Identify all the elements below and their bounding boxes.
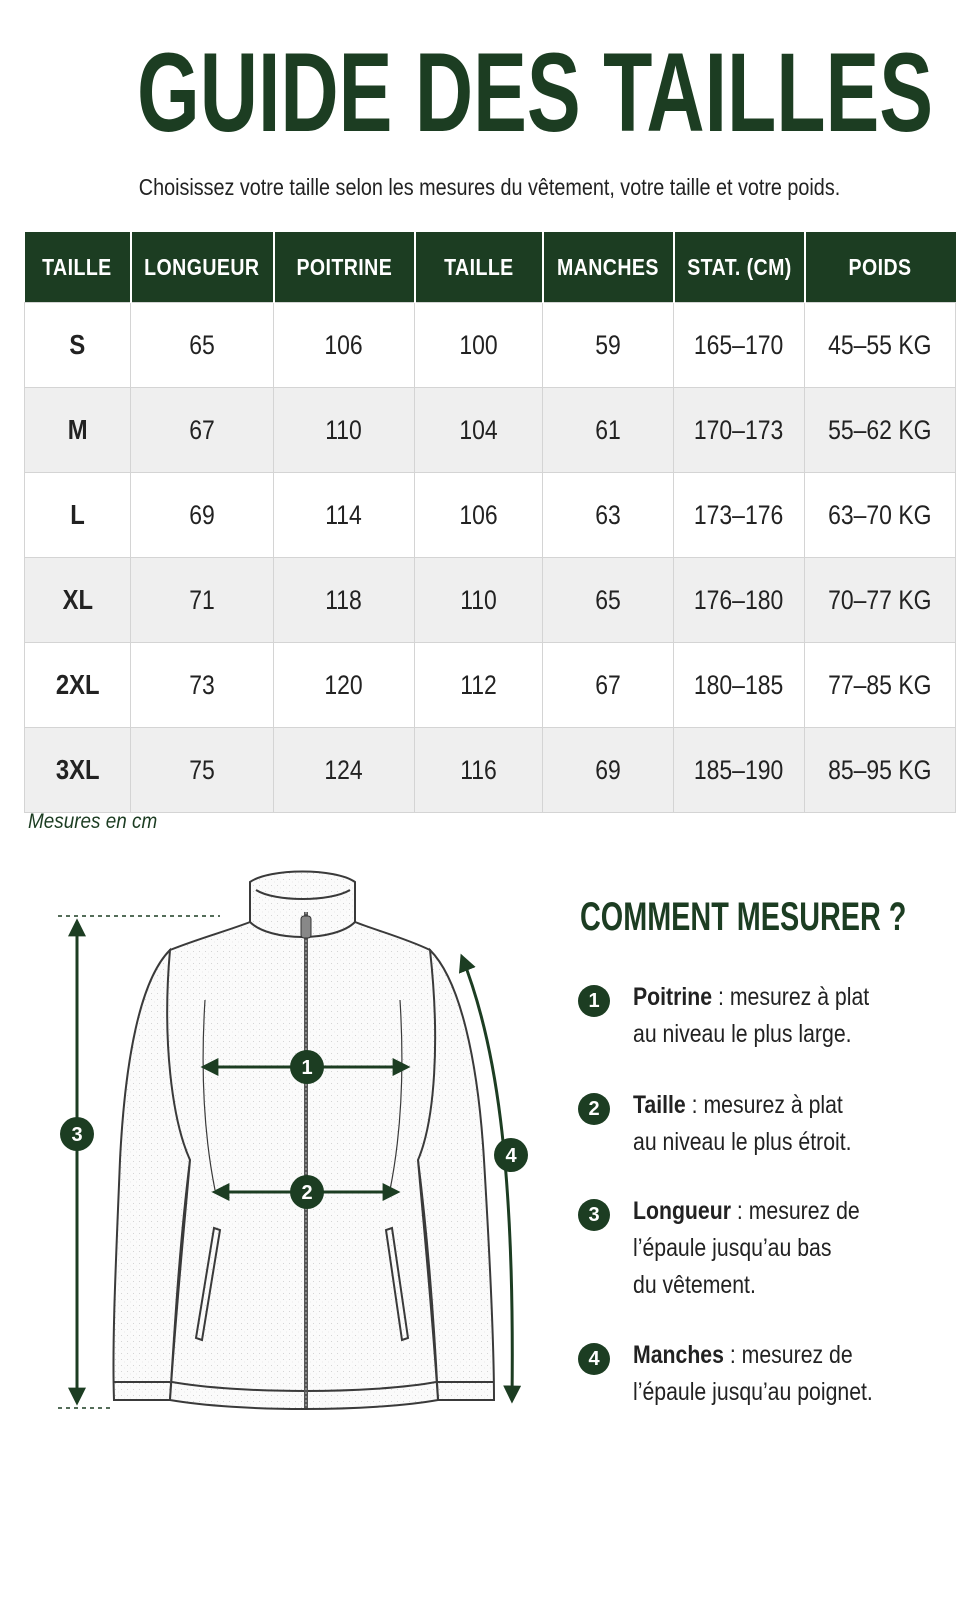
table-row [25, 643, 956, 728]
cell-size: 3XL [25, 728, 131, 813]
cell-height: 185–190 [674, 728, 805, 813]
cell-weight: 70–77 KG [805, 558, 956, 643]
cell-sleeve: 61 [543, 388, 674, 473]
size-table [24, 232, 956, 813]
svg-text:3: 3 [71, 1124, 83, 1146]
cell-weight: 77–85 KG [805, 643, 956, 728]
cell-length: 73 [131, 643, 274, 728]
cell-chest: 120 [274, 643, 415, 728]
step-line-1: : mesurez à plat [685, 1091, 843, 1119]
step-text [633, 1193, 973, 1304]
cell-waist: 116 [415, 728, 543, 813]
table-header-row [25, 232, 956, 303]
cell-height: 165–170 [674, 303, 805, 388]
table-row [25, 303, 956, 388]
table-row [25, 728, 956, 813]
cell-chest: 114 [274, 473, 415, 558]
cell-sleeve: 59 [543, 303, 674, 388]
table-row [25, 558, 956, 643]
cell-sleeve: 63 [543, 473, 674, 558]
units-note: Mesures en cm [28, 810, 158, 833]
cell-size: XL [25, 558, 131, 643]
marker-4 [494, 1138, 528, 1172]
howto-title: COMMENT MESURER ? [580, 895, 907, 939]
cell-length: 65 [131, 303, 274, 388]
cell-size: 2XL [25, 643, 131, 728]
page-subtitle: Choisissez votre taille selon les mesures du vêtement, votre taille et votre poids. [138, 174, 841, 200]
cell-length: 69 [131, 473, 274, 558]
page-title: GUIDE DES TAILLES [137, 30, 934, 155]
marker-3 [60, 1117, 94, 1151]
step-number-badge: 2 [578, 1093, 610, 1125]
step-term: Poitrine [633, 983, 713, 1011]
cell-chest: 110 [274, 388, 415, 473]
step-line-2: au niveau le plus étroit. [633, 1128, 852, 1156]
cell-chest: 106 [274, 303, 415, 388]
col-header-longueur: LONGUEUR [131, 232, 274, 303]
marker-1 [290, 1050, 324, 1084]
step-line-1: : mesurez de [723, 1341, 853, 1369]
svg-text:1: 1 [301, 1057, 313, 1079]
marker-2 [290, 1175, 324, 1209]
step-line-3: du vêtement. [633, 1271, 756, 1299]
cell-chest: 124 [274, 728, 415, 813]
cell-waist: 110 [415, 558, 543, 643]
step-text [633, 979, 973, 1053]
cell-waist: 104 [415, 388, 543, 473]
cell-size: S [25, 303, 131, 388]
svg-text:4: 4 [505, 1145, 517, 1167]
col-header-taille: TAILLE [25, 232, 131, 303]
step-number-badge: 1 [578, 985, 610, 1017]
cell-height: 180–185 [674, 643, 805, 728]
cell-waist: 112 [415, 643, 543, 728]
jacket-diagram [0, 860, 560, 1440]
step-text [633, 1087, 973, 1161]
step-line-2: au niveau le plus large. [633, 1020, 852, 1048]
cell-height: 173–176 [674, 473, 805, 558]
cell-waist: 106 [415, 473, 543, 558]
col-header-tour-taille: TAILLE [415, 232, 543, 303]
step-line-1: : mesurez de [730, 1197, 860, 1225]
step-line-1: : mesurez à plat [712, 983, 870, 1011]
cell-weight: 45–55 KG [805, 303, 956, 388]
step-number-badge: 4 [578, 1343, 610, 1375]
col-header-manches: MANCHES [543, 232, 674, 303]
col-header-stature: STAT. (CM) [674, 232, 805, 303]
cell-sleeve: 69 [543, 728, 674, 813]
step-line-2: l’épaule jusqu’au bas [633, 1234, 832, 1262]
table-row [25, 473, 956, 558]
cell-length: 67 [131, 388, 274, 473]
cell-weight: 63–70 KG [805, 473, 956, 558]
cell-sleeve: 65 [543, 558, 674, 643]
cell-chest: 118 [274, 558, 415, 643]
step-line-2: l’épaule jusqu’au poignet. [633, 1378, 873, 1406]
col-header-poids: POIDS [805, 232, 956, 303]
cell-weight: 85–95 KG [805, 728, 956, 813]
cell-size: L [25, 473, 131, 558]
jacket-illustration [113, 872, 494, 1410]
cell-size: M [25, 388, 131, 473]
table-row [25, 388, 956, 473]
col-header-poitrine: POITRINE [274, 232, 415, 303]
cell-length: 71 [131, 558, 274, 643]
step-number-badge: 3 [578, 1199, 610, 1231]
step-term: Taille [633, 1091, 686, 1119]
step-term: Manches [633, 1341, 724, 1369]
svg-text:2: 2 [301, 1182, 313, 1204]
cell-height: 176–180 [674, 558, 805, 643]
cell-height: 170–173 [674, 388, 805, 473]
step-term: Longueur [633, 1197, 731, 1225]
cell-sleeve: 67 [543, 643, 674, 728]
step-text [633, 1337, 973, 1411]
cell-weight: 55–62 KG [805, 388, 956, 473]
cell-length: 75 [131, 728, 274, 813]
cell-waist: 100 [415, 303, 543, 388]
